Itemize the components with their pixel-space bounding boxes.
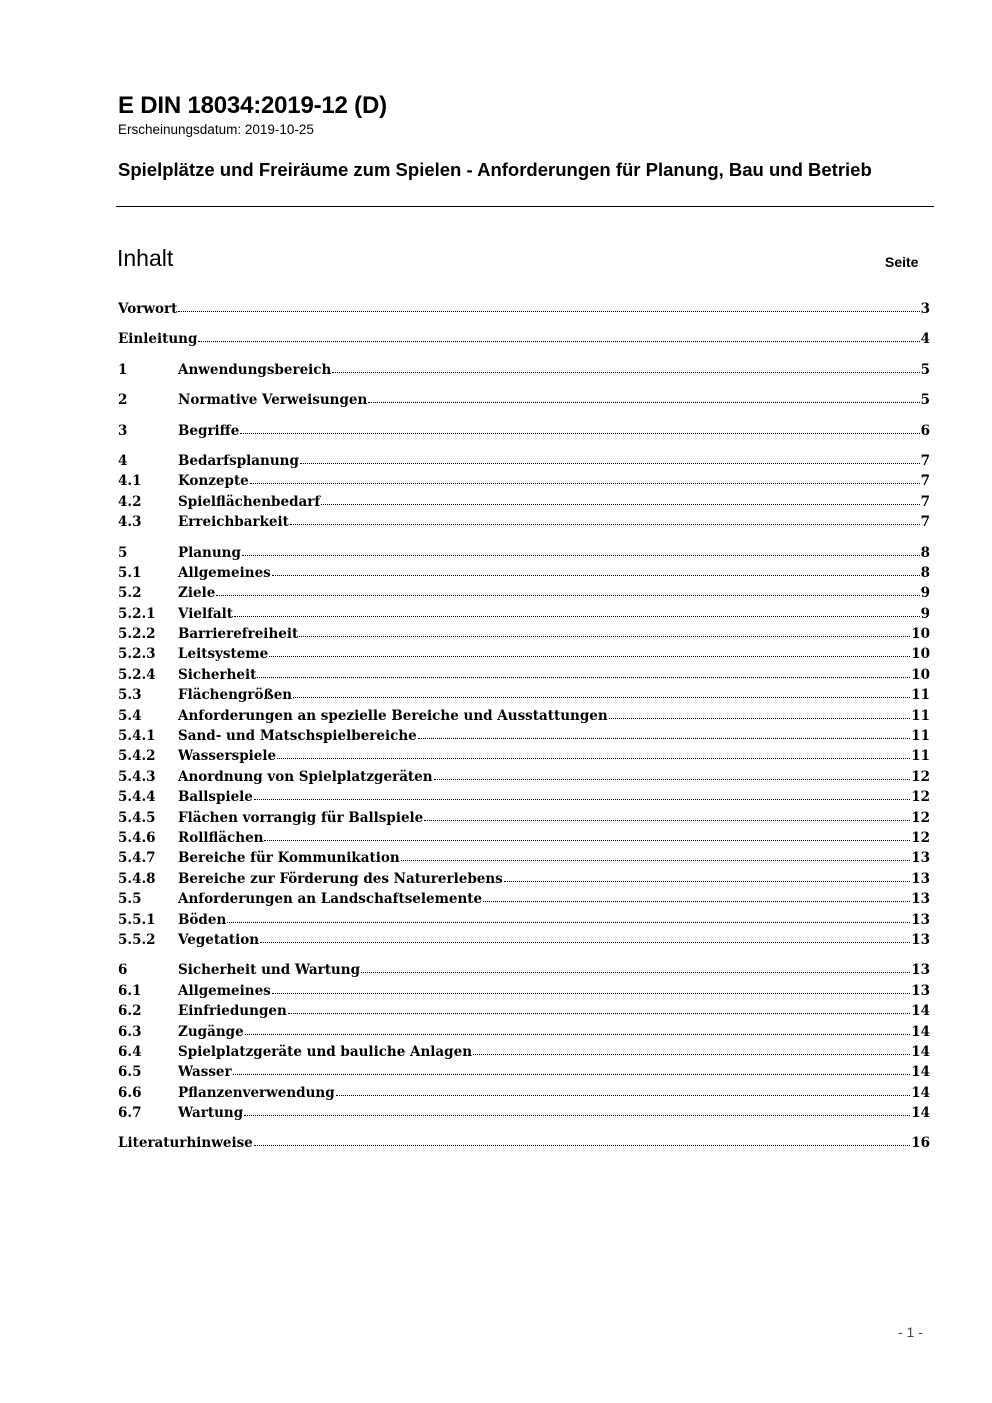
- toc-entry-label: Spielflächenbedarf: [178, 493, 321, 510]
- toc-dot-leader: [250, 483, 920, 484]
- toc-dot-leader: [290, 524, 920, 525]
- toc-entry-number: 5.2.2: [118, 626, 156, 643]
- toc-entry-page: 13: [911, 982, 930, 999]
- toc-entry[interactable]: [118, 1105, 930, 1125]
- toc-entry-number: 1: [118, 361, 128, 378]
- toc-entry-label: Allgemeines: [178, 982, 271, 999]
- toc-entry[interactable]: [118, 606, 930, 626]
- toc-entry[interactable]: [118, 708, 930, 728]
- toc-entry-page: 8: [920, 544, 930, 561]
- toc-entry-page: 13: [911, 911, 930, 928]
- toc-dot-leader: [483, 901, 910, 902]
- toc-entry-label: Wasser: [178, 1064, 232, 1081]
- toc-entry-number: 5.4.8: [118, 870, 156, 887]
- toc-entry-page: 3: [920, 301, 930, 317]
- toc-entry-label: Einleitung: [118, 331, 198, 348]
- toc-entry[interactable]: [118, 962, 930, 982]
- toc-entry[interactable]: [118, 1135, 930, 1155]
- toc-dot-leader: [227, 922, 910, 923]
- toc-dot-leader: [401, 860, 911, 861]
- toc-dot-leader: [216, 595, 919, 596]
- toc-entry-page: 4: [920, 331, 930, 348]
- toc-entry-number: 2: [118, 392, 128, 409]
- toc-entry-number: 6.6: [118, 1084, 142, 1101]
- toc-entry-number: 5.2.3: [118, 646, 156, 663]
- toc-dot-leader: [272, 993, 910, 994]
- toc-entry-number: 6.1: [118, 982, 142, 999]
- toc-entry-page: 8: [920, 564, 930, 581]
- toc-dot-leader: [244, 1115, 910, 1116]
- toc-entry[interactable]: [118, 983, 930, 1003]
- toc-entry-label: Bedarfsplanung: [178, 452, 299, 469]
- toc-entry-label: Erreichbarkeit: [178, 514, 289, 531]
- toc-entry[interactable]: [118, 392, 930, 412]
- toc-entry-page: 14: [911, 1043, 930, 1060]
- toc-dot-leader: [418, 738, 910, 739]
- toc-entry-number: 5.1: [118, 564, 142, 581]
- toc-entry-label: Pflanzenverwendung: [178, 1084, 335, 1101]
- toc-dot-leader: [264, 840, 910, 841]
- toc-entry[interactable]: [118, 626, 930, 646]
- toc-entry-label: Vegetation: [178, 931, 260, 948]
- toc-entry[interactable]: [118, 331, 930, 351]
- toc-entry[interactable]: [118, 514, 930, 534]
- toc-entry-number: 3: [118, 422, 128, 439]
- toc-dot-leader: [234, 616, 920, 617]
- toc-entry-page: 9: [920, 585, 930, 602]
- toc-entry-number: 5.5.1: [118, 911, 156, 928]
- toc-dot-leader: [434, 779, 911, 780]
- toc-entry-label: Wasserspiele: [178, 748, 277, 765]
- toc-entry-label: Konzepte: [178, 473, 249, 490]
- toc-entry[interactable]: [118, 932, 930, 952]
- toc-entry-label: Anforderungen an Landschaftselemente: [178, 891, 483, 908]
- toc-heading: Inhalt: [117, 245, 174, 271]
- toc-entry[interactable]: [118, 1044, 930, 1064]
- toc-entry-label: Planung: [178, 544, 241, 561]
- title-divider: [116, 206, 934, 207]
- toc-entry[interactable]: [118, 912, 930, 932]
- page-number: - 1 -: [898, 1324, 923, 1340]
- toc-dot-leader: [332, 372, 919, 373]
- toc-entry-label: Wartung: [178, 1105, 244, 1122]
- toc-dot-leader: [293, 697, 910, 698]
- toc-entry-page: 10: [911, 626, 930, 643]
- toc-entry[interactable]: [118, 423, 930, 443]
- toc-entry[interactable]: [118, 362, 930, 382]
- toc-dot-leader: [288, 1013, 910, 1014]
- toc-entry-number: 5.5.2: [118, 931, 156, 948]
- toc-entry[interactable]: [118, 473, 930, 493]
- toc-entry-number: 6.3: [118, 1023, 142, 1040]
- toc-dot-leader: [368, 402, 919, 403]
- toc-entry[interactable]: [118, 545, 930, 565]
- toc-entry-label: Vielfalt: [178, 605, 234, 622]
- toc-entry[interactable]: [118, 748, 930, 768]
- toc-entry-page: 12: [911, 768, 930, 785]
- toc-entry[interactable]: [118, 769, 930, 789]
- toc-dot-leader: [260, 942, 910, 943]
- toc-entry-number: 5.4.6: [118, 829, 156, 846]
- toc-entry[interactable]: [118, 1024, 930, 1044]
- toc-entry-number: 5.4.5: [118, 809, 156, 826]
- toc-entry-page: 16: [911, 1135, 930, 1152]
- toc-entry-label: Anwendungsbereich: [178, 361, 332, 378]
- toc-entry-label: Spielplatzgeräte und bauliche Anlagen: [178, 1043, 473, 1060]
- toc-entry-label: Vorwort: [118, 301, 178, 317]
- toc-dot-leader: [300, 463, 920, 464]
- toc-entry-page: 13: [911, 962, 930, 979]
- toc-entry-number: 5.2: [118, 585, 142, 602]
- document-subtitle: Spielplätze und Freiräume zum Spielen - Anforderungen für Planung, Bau und Betrieb: [118, 159, 872, 180]
- toc-entry-page: 10: [911, 646, 930, 663]
- toc-entry-number: 5.4.4: [118, 789, 156, 806]
- toc-entry[interactable]: [118, 871, 930, 891]
- toc-dot-leader: [245, 1034, 911, 1035]
- toc-dot-leader: [254, 799, 910, 800]
- toc-entry-page: 11: [911, 707, 930, 724]
- toc-entry-page: 14: [911, 1105, 930, 1122]
- toc-entry-label: Sand- und Matschspielbereiche: [178, 728, 417, 745]
- toc-entry-page: 7: [920, 493, 930, 510]
- toc-entry-page: 7: [920, 473, 930, 490]
- toc-entry[interactable]: [118, 728, 930, 748]
- toc-dot-leader: [233, 1074, 911, 1075]
- toc-entry-number: 5.2.4: [118, 666, 156, 683]
- toc-entry-label: Einfriedungen: [178, 1003, 287, 1020]
- toc-dot-leader: [257, 677, 910, 678]
- toc-dot-leader: [336, 1095, 911, 1096]
- toc-entry[interactable]: [118, 810, 930, 830]
- table-of-contents: [118, 301, 930, 1156]
- toc-dot-leader: [269, 656, 910, 657]
- toc-dot-leader: [272, 575, 920, 576]
- toc-entry-number: 5.4.7: [118, 850, 156, 867]
- toc-dot-leader: [609, 718, 911, 719]
- toc-entry-label: Sicherheit und Wartung: [178, 962, 361, 979]
- toc-entry-number: 5.4.1: [118, 728, 156, 745]
- toc-entry-number: 5.2.1: [118, 605, 156, 622]
- toc-dot-leader: [504, 881, 910, 882]
- toc-entry-page: 6: [920, 422, 930, 439]
- toc-entry-number: 4.2: [118, 493, 142, 510]
- toc-entry-number: 6: [118, 962, 128, 979]
- toc-dot-leader: [198, 341, 919, 342]
- toc-entry[interactable]: [118, 850, 930, 870]
- toc-entry-page: 12: [911, 789, 930, 806]
- toc-entry-label: Literaturhinweise: [118, 1135, 253, 1152]
- toc-page-column-label: Seite: [885, 254, 919, 270]
- toc-entry[interactable]: [118, 453, 930, 473]
- toc-entry[interactable]: [118, 830, 930, 850]
- toc-dot-leader: [424, 820, 910, 821]
- toc-entry-label: Normative Verweisungen: [178, 392, 368, 409]
- toc-entry-page: 13: [911, 891, 930, 908]
- toc-entry-page: 11: [911, 687, 930, 704]
- toc-entry-number: 5.3: [118, 687, 142, 704]
- toc-entry-number: 4: [118, 452, 128, 469]
- toc-entry-page: 14: [911, 1023, 930, 1040]
- toc-dot-leader: [361, 972, 910, 973]
- toc-entry-label: Allgemeines: [178, 564, 271, 581]
- toc-entry-page: 10: [911, 666, 930, 683]
- toc-entry-number: 4.3: [118, 514, 142, 531]
- toc-entry-label: Barrierefreiheit: [178, 626, 299, 643]
- toc-dot-leader: [277, 758, 910, 759]
- toc-entry-number: 5.4.2: [118, 748, 156, 765]
- toc-entry[interactable]: [118, 789, 930, 809]
- toc-entry-page: 12: [911, 809, 930, 826]
- toc-entry-page: 13: [911, 870, 930, 887]
- toc-entry[interactable]: [118, 585, 930, 605]
- toc-entry[interactable]: [118, 301, 930, 321]
- document-title: E DIN 18034:2019-12 (D): [118, 92, 387, 119]
- toc-entry-label: Flächen vorrangig für Ballspiele: [178, 809, 424, 826]
- toc-entry-label: Ballspiele: [178, 789, 253, 806]
- toc-entry-number: 5.4: [118, 707, 142, 724]
- toc-entry[interactable]: [118, 494, 930, 514]
- toc-entry[interactable]: [118, 891, 930, 911]
- toc-entry-page: 9: [920, 605, 930, 622]
- toc-entry-label: Flächengrößen: [178, 687, 293, 704]
- toc-dot-leader: [242, 555, 920, 556]
- toc-entry[interactable]: [118, 646, 930, 666]
- toc-entry-page: 5: [920, 361, 930, 378]
- toc-entry-number: 6.4: [118, 1043, 142, 1060]
- toc-entry-label: Sicherheit: [178, 666, 257, 683]
- toc-entry-page: 7: [920, 452, 930, 469]
- toc-entry-page: 14: [911, 1084, 930, 1101]
- toc-entry[interactable]: [118, 687, 930, 707]
- toc-entry-page: 11: [911, 728, 930, 745]
- toc-entry-page: 14: [911, 1003, 930, 1020]
- toc-entry-page: 13: [911, 931, 930, 948]
- toc-entry-page: 5: [920, 392, 930, 409]
- toc-entry-label: Leitsysteme: [178, 646, 269, 663]
- toc-dot-leader: [240, 433, 919, 434]
- toc-entry[interactable]: [118, 1085, 930, 1105]
- toc-entry[interactable]: [118, 565, 930, 585]
- toc-entry-number: 6.2: [118, 1003, 142, 1020]
- toc-entry-label: Zugänge: [178, 1023, 244, 1040]
- toc-entry[interactable]: [118, 667, 930, 687]
- toc-entry-label: Bereiche für Kommunikation: [178, 850, 400, 867]
- publication-date: Erscheinungsdatum: 2019-10-25: [118, 122, 314, 137]
- toc-dot-leader: [299, 636, 910, 637]
- toc-entry[interactable]: [118, 1003, 930, 1023]
- toc-dot-leader: [254, 1145, 910, 1146]
- toc-entry-label: Anordnung von Spielplatzgeräten: [178, 768, 433, 785]
- toc-entry-label: Anforderungen an spezielle Bereiche und Ausstattungen: [178, 707, 608, 724]
- toc-entry-label: Begriffe: [178, 422, 240, 439]
- toc-entry-number: 6.7: [118, 1105, 142, 1122]
- toc-dot-leader: [473, 1054, 910, 1055]
- toc-entry-number: 5.5: [118, 891, 142, 908]
- toc-entry-label: Bereiche zur Förderung des Naturerlebens: [178, 870, 503, 887]
- toc-entry-number: 4.1: [118, 473, 142, 490]
- toc-entry-page: 14: [911, 1064, 930, 1081]
- toc-entry-label: Böden: [178, 911, 227, 928]
- toc-entry-number: 6.5: [118, 1064, 142, 1081]
- toc-entry-page: 7: [920, 514, 930, 531]
- toc-entry-number: 5.4.3: [118, 768, 156, 785]
- toc-entry-label: Ziele: [178, 585, 216, 602]
- toc-entry-page: 11: [911, 748, 930, 765]
- toc-entry-number: 5: [118, 544, 128, 561]
- toc-dot-leader: [178, 311, 919, 312]
- toc-entry-label: Rollflächen: [178, 829, 264, 846]
- toc-entry-page: 12: [911, 829, 930, 846]
- toc-dot-leader: [321, 504, 919, 505]
- toc-entry-page: 13: [911, 850, 930, 867]
- toc-entry[interactable]: [118, 1064, 930, 1084]
